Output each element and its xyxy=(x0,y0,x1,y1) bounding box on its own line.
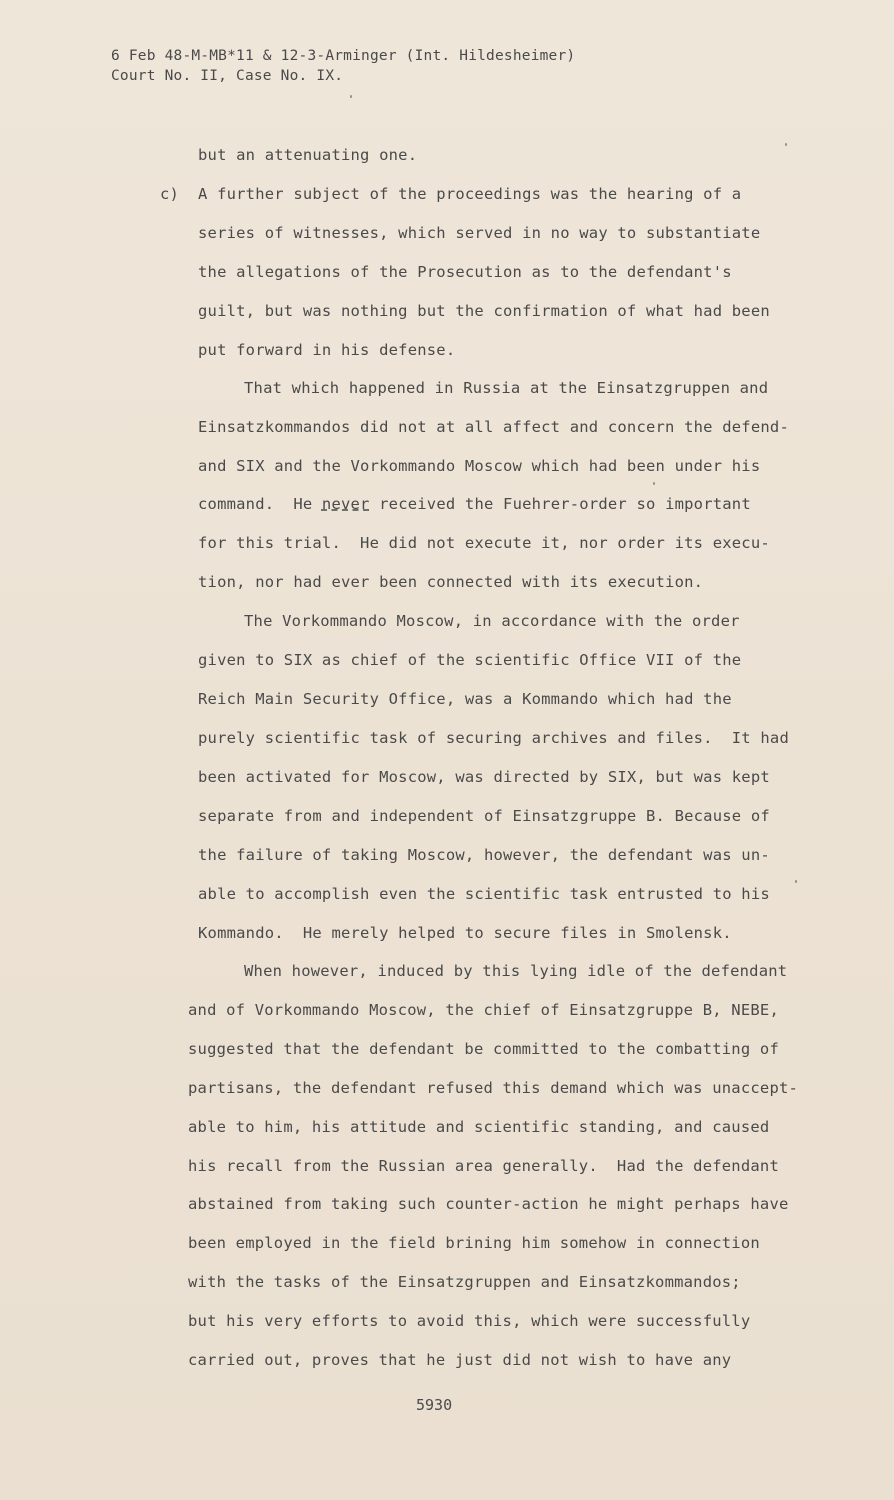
body-line: given to SIX as chief of the scientific Office VII of the xyxy=(198,651,742,669)
body-line: tion, nor had ever been connected with its execution. xyxy=(198,573,704,591)
body-line: been employed in the field brining him somehow in connection xyxy=(188,1234,760,1252)
body-line: abstained from taking such counter-action he might perhaps have xyxy=(188,1195,789,1213)
body-line: separate from and independent of Einsatzgruppe B. Because of xyxy=(198,807,770,825)
body-line: able to him, his attitude and scientific standing, and caused xyxy=(188,1118,770,1136)
underlined-word: never xyxy=(321,495,370,513)
body-line: That which happened in Russia at the Einsatzgruppen and xyxy=(244,379,769,397)
body-line: A further subject of the proceedings was the hearing of a xyxy=(198,185,742,203)
header-line-2: Court No. II, Case No. IX. xyxy=(111,68,344,84)
body-line: but his very efforts to avoid this, which were successfully xyxy=(188,1312,751,1330)
paper-speck xyxy=(350,95,352,98)
body-line: partisans, the defendant refused this demand which was unaccept- xyxy=(188,1079,799,1097)
body-line: his recall from the Russian area generally. Had the defendant xyxy=(188,1157,779,1175)
body-line: the failure of taking Moscow, however, the defendant was un- xyxy=(198,846,770,864)
body-line: series of witnesses, which served in no way to substantiate xyxy=(198,224,761,242)
body-line: put forward in his defense. xyxy=(198,341,456,359)
body-line: and SIX and the Vorkommando Moscow which had been under his xyxy=(198,457,761,475)
body-text: command. He xyxy=(198,495,322,513)
body-line xyxy=(198,494,751,514)
paper-speck xyxy=(795,880,797,883)
body-line: suggested that the defendant be committed to the combatting of xyxy=(188,1040,779,1058)
body-line: When however, induced by this lying idle of the defendant xyxy=(244,962,788,980)
header-line-1: 6 Feb 48-M-MB*11 & 12-3-Arminger (Int. Hildesheimer) xyxy=(111,48,576,64)
paper-speck xyxy=(653,482,655,485)
body-line: carried out, proves that he just did not wish to have any xyxy=(188,1351,732,1369)
body-line: purely scientific task of securing archives and files. It had xyxy=(198,729,789,747)
body-line: able to accomplish even the scientific task entrusted to his xyxy=(198,885,770,903)
body-line: but an attenuating one. xyxy=(198,146,418,164)
body-line: Einsatzkommandos did not at all affect and concern the defend- xyxy=(198,418,789,436)
body-line: Kommando. He merely helped to secure files in Smolensk. xyxy=(198,924,732,942)
body-line: for this trial. He did not execute it, nor order its execu- xyxy=(198,534,770,552)
body-text: received the Fuehrer-order so important xyxy=(369,495,751,513)
page-number: 5930 xyxy=(416,1396,453,1414)
body-line: The Vorkommando Moscow, in accordance with the order xyxy=(244,612,740,630)
paper-speck xyxy=(785,143,787,146)
body-line: the allegations of the Prosecution as to the defendant's xyxy=(198,263,732,281)
body-line: and of Vorkommando Moscow, the chief of Einsatzgruppe B, NEBE, xyxy=(188,1001,779,1019)
body-line: been activated for Moscow, was directed by SIX, but was kept xyxy=(198,768,770,786)
body-line: Reich Main Security Office, was a Kommando which had the xyxy=(198,690,732,708)
list-label: c) xyxy=(160,185,180,203)
body-line: guilt, but was nothing but the confirmation of what had been xyxy=(198,302,770,320)
body-line: with the tasks of the Einsatzgruppen and Einsatzkommandos; xyxy=(188,1273,741,1291)
